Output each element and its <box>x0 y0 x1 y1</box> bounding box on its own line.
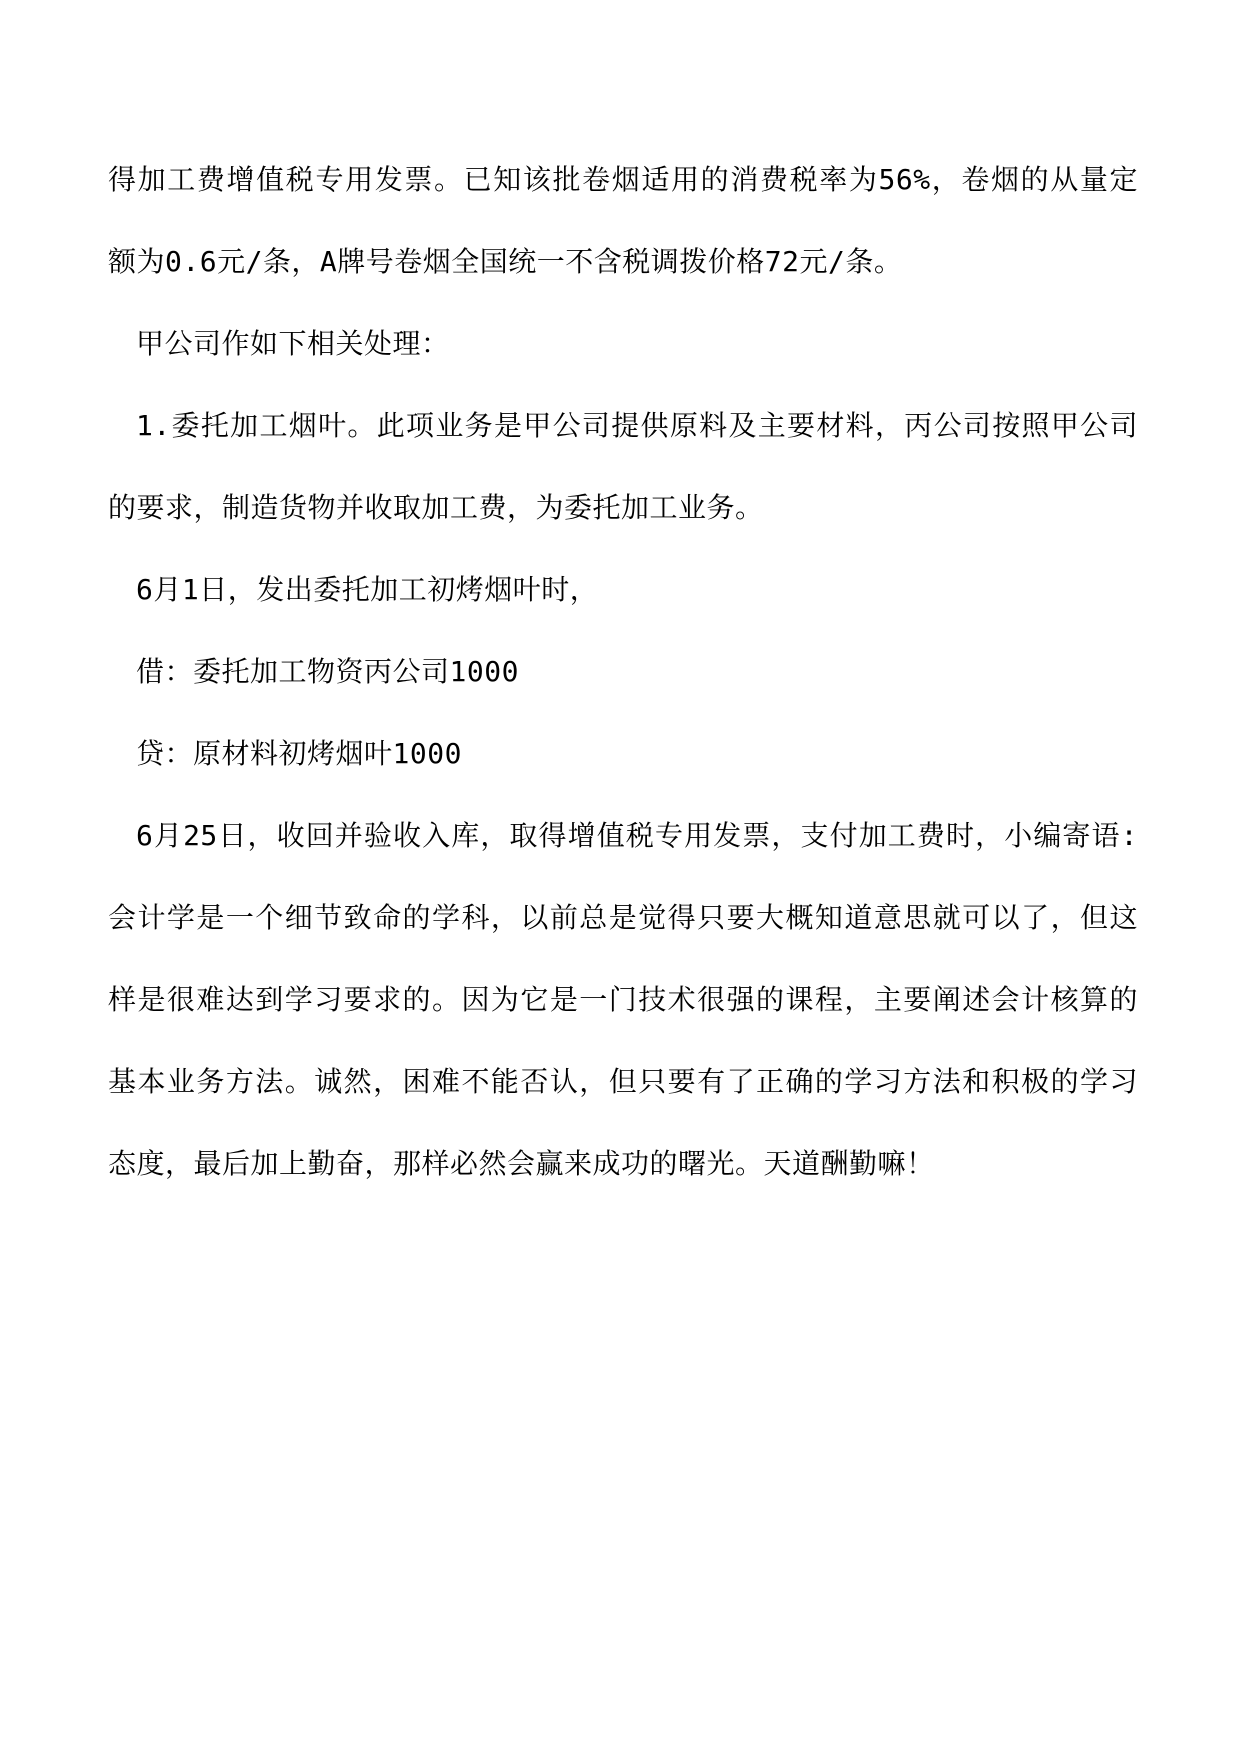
text-line: 借：委托加工物资丙公司1000 <box>136 655 519 688</box>
document-body <box>108 160 1138 1226</box>
text-line: 6月25日，收回并验收入库，取得增值税专用发票，支付加工费时，小编寄语: <box>136 819 1138 852</box>
text-line: 6月1日，发出委托加工初烤烟叶时， <box>136 573 599 606</box>
text-line: 的要求，制造货物并收取加工费，为委托加工业务。 <box>108 491 764 524</box>
text-line: 贷：原材料初烤烟叶1000 <box>136 737 462 770</box>
text-line: 样是很难达到学习要求的。因为它是一门技术很强的课程，主要阐述会计核算的 <box>108 983 1138 1016</box>
text-line: 得加工费增值税专用发票。已知该批卷烟适用的消费税率为56%，卷烟的从量定 <box>108 163 1138 196</box>
text-line: 基本业务方法。诚然，困难不能否认，但只要有了正确的学习方法和积极的学习 <box>108 1065 1138 1098</box>
text-line: 额为0.6元/条，A牌号卷烟全国统一不含税调拨价格72元/条。 <box>108 245 903 278</box>
text-line: 甲公司作如下相关处理： <box>136 327 450 360</box>
text-line: 态度，最后加上勤奋，那样必然会赢来成功的曙光。天道酬勤嘛！ <box>108 1147 935 1180</box>
text-line: 1.委托加工烟叶。此项业务是甲公司提供原料及主要材料，丙公司按照甲公司 <box>136 409 1138 442</box>
text-line: 会计学是一个细节致命的学科，以前总是觉得只要大概知道意思就可以了，但这 <box>108 901 1138 934</box>
